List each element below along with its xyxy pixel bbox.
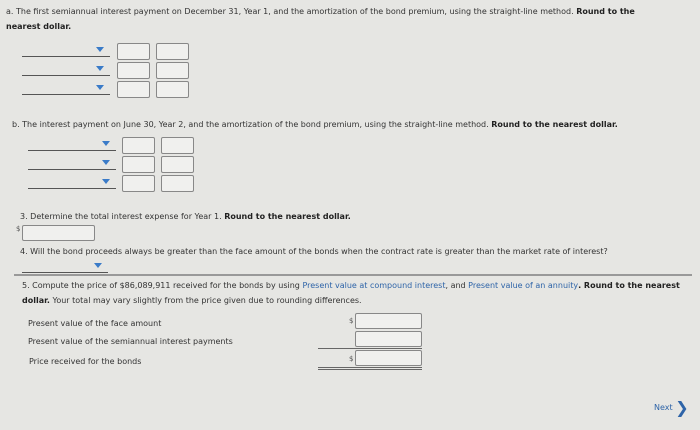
debit-input[interactable] xyxy=(117,81,150,98)
subtotal-line xyxy=(318,348,422,349)
answer-dropdown[interactable] xyxy=(22,259,108,273)
part-a-bold: Round to the xyxy=(576,7,635,16)
pv-interest-input[interactable] xyxy=(355,331,422,347)
chevron-down-icon xyxy=(102,160,110,165)
credit-input[interactable] xyxy=(161,156,194,173)
q5-and: , and xyxy=(445,281,466,290)
pv-face-label: Present value of the face amount xyxy=(28,319,162,328)
part-b-text: The interest payment on June 30, Year 2, and the amortization of the bond premium, using the straight-line method. xyxy=(22,120,489,129)
part-a-label: a. xyxy=(6,7,14,16)
q5-bold-2: dollar. xyxy=(22,296,50,305)
part-b-instructions xyxy=(12,117,618,132)
debit-input[interactable] xyxy=(122,156,155,173)
account-dropdown[interactable] xyxy=(22,43,110,57)
pv-compound-link[interactable]: Present value at compound interest xyxy=(302,281,446,290)
pv-interest-label: Present value of the semiannual interest payments xyxy=(28,337,233,346)
part-b-bold: Round to the nearest dollar. xyxy=(491,120,618,129)
question-4: 4. Will the bond proceeds always be greater than the face amount of the bonds when the contract rate is greater than the market rate of interest? xyxy=(20,247,608,256)
debit-input[interactable] xyxy=(122,175,155,192)
credit-input[interactable] xyxy=(156,81,189,98)
debit-input[interactable] xyxy=(122,137,155,154)
part-a-text: The first semiannual interest payment on December 31, Year 1, and the amortization of the bond premium, using the straight-line method. xyxy=(16,7,574,16)
account-dropdown[interactable] xyxy=(22,81,110,95)
debit-input[interactable] xyxy=(117,43,150,60)
dollar-sign: $ xyxy=(349,317,354,325)
question-3 xyxy=(20,209,351,224)
part-a-instructions xyxy=(6,4,635,19)
chevron-right-icon: ❯ xyxy=(675,398,689,417)
chevron-down-icon xyxy=(96,66,104,71)
chevron-down-icon xyxy=(96,47,104,52)
dollar-sign: $ xyxy=(16,225,21,233)
next-label: Next xyxy=(654,403,673,412)
price-received-label: Price received for the bonds xyxy=(29,357,142,366)
pv-annuity-link[interactable]: Present value of an annuity xyxy=(468,281,579,290)
account-dropdown[interactable] xyxy=(22,62,110,76)
next-button[interactable] xyxy=(654,398,689,417)
account-dropdown[interactable] xyxy=(28,156,116,170)
question-5 xyxy=(22,278,680,293)
chevron-down-icon xyxy=(102,179,110,184)
q3-text: 3. Determine the total interest expense for Year 1. xyxy=(20,212,222,221)
account-dropdown[interactable] xyxy=(28,175,116,189)
part-b-label: b. xyxy=(12,120,20,129)
price-received-input[interactable] xyxy=(355,350,422,366)
account-dropdown[interactable] xyxy=(28,137,116,151)
total-double-line xyxy=(318,367,422,370)
dollar-sign: $ xyxy=(349,355,354,363)
interest-expense-input[interactable] xyxy=(22,225,95,241)
chevron-down-icon xyxy=(94,263,102,268)
credit-input[interactable] xyxy=(156,62,189,79)
credit-input[interactable] xyxy=(156,43,189,60)
q5-bold: . Round to the nearest xyxy=(578,281,680,290)
q5-text: 5. Compute the price of $86,089,911 received for the bonds by using xyxy=(22,281,300,290)
credit-input[interactable] xyxy=(161,137,194,154)
chevron-down-icon xyxy=(96,85,104,90)
q5-text-2: Your total may vary slightly from the price given due to rounding differences. xyxy=(52,296,362,305)
part-a-bold-2: nearest dollar. xyxy=(6,22,72,31)
chevron-down-icon xyxy=(102,141,110,146)
credit-input[interactable] xyxy=(161,175,194,192)
pv-face-input[interactable] xyxy=(355,313,422,329)
debit-input[interactable] xyxy=(117,62,150,79)
q3-bold: Round to the nearest dollar. xyxy=(224,212,351,221)
